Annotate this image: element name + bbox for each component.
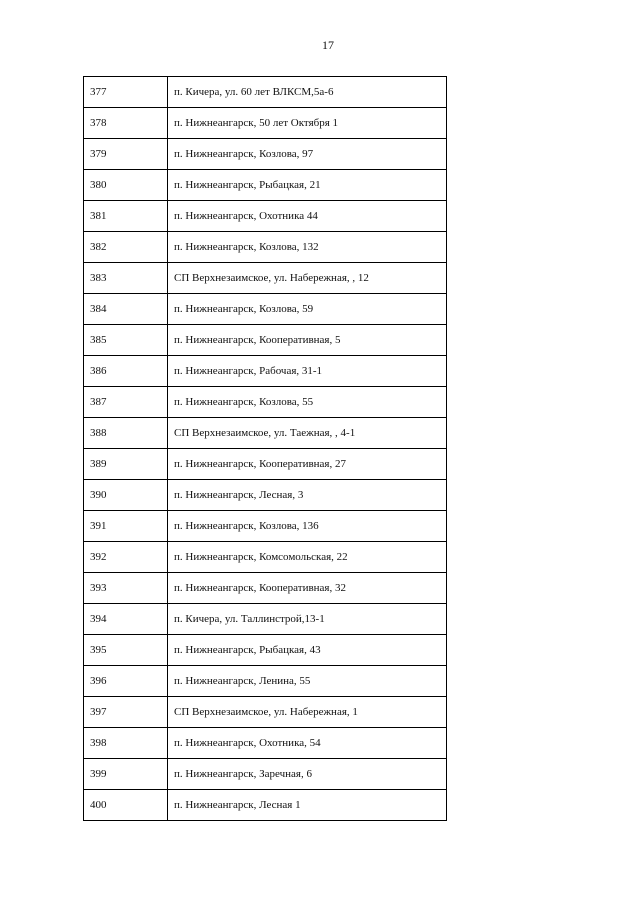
row-number-cell: 379 — [84, 139, 168, 170]
table-row — [84, 232, 447, 263]
table-row — [84, 139, 447, 170]
table-row — [84, 604, 447, 635]
address-cell: п. Кичера, ул. 60 лет ВЛКСМ,5а-6 — [168, 77, 447, 108]
row-number-cell: 382 — [84, 232, 168, 263]
address-cell: п. Нижнеангарск, Козлова, 59 — [168, 294, 447, 325]
address-cell: п. Нижнеангарск, Комсомольская, 22 — [168, 542, 447, 573]
address-cell: п. Нижнеангарск, Рабочая, 31-1 — [168, 356, 447, 387]
table-row — [84, 666, 447, 697]
address-table — [83, 76, 447, 821]
table-row — [84, 263, 447, 294]
table-row — [84, 356, 447, 387]
address-cell: п. Нижнеангарск, Рыбацкая, 43 — [168, 635, 447, 666]
row-number-cell: 386 — [84, 356, 168, 387]
row-number-cell: 393 — [84, 573, 168, 604]
table-row — [84, 759, 447, 790]
table-row — [84, 294, 447, 325]
address-cell: п. Нижнеангарск, Козлова, 97 — [168, 139, 447, 170]
address-cell: п. Нижнеангарск, Лесная, 3 — [168, 480, 447, 511]
address-cell: п. Нижнеангарск, Заречная, 6 — [168, 759, 447, 790]
address-cell: п. Нижнеангарск, Козлова, 55 — [168, 387, 447, 418]
address-table-body — [84, 77, 447, 821]
table-row — [84, 170, 447, 201]
table-row — [84, 728, 447, 759]
address-cell: п. Нижнеангарск, Рыбацкая, 21 — [168, 170, 447, 201]
table-row — [84, 418, 447, 449]
table-row — [84, 480, 447, 511]
row-number-cell: 400 — [84, 790, 168, 821]
row-number-cell: 396 — [84, 666, 168, 697]
table-row — [84, 108, 447, 139]
table-row — [84, 325, 447, 356]
row-number-cell: 381 — [84, 201, 168, 232]
address-cell: СП Верхнезаимское, ул. Набережная, 1 — [168, 697, 447, 728]
table-row — [84, 790, 447, 821]
address-cell: п. Нижнеангарск, Лесная 1 — [168, 790, 447, 821]
address-cell: СП Верхнезаимское, ул. Набережная, , 12 — [168, 263, 447, 294]
row-number-cell: 390 — [84, 480, 168, 511]
address-cell: п. Нижнеангарск, Козлова, 136 — [168, 511, 447, 542]
row-number-cell: 395 — [84, 635, 168, 666]
address-cell: п. Нижнеангарск, Охотника 44 — [168, 201, 447, 232]
address-cell: п. Нижнеангарск, Кооперативная, 5 — [168, 325, 447, 356]
address-cell: п. Нижнеангарск, 50 лет Октября 1 — [168, 108, 447, 139]
row-number-cell: 397 — [84, 697, 168, 728]
row-number-cell: 377 — [84, 77, 168, 108]
row-number-cell: 392 — [84, 542, 168, 573]
row-number-cell: 383 — [84, 263, 168, 294]
table-row — [84, 449, 447, 480]
row-number-cell: 398 — [84, 728, 168, 759]
table-row — [84, 387, 447, 418]
address-cell: СП Верхнезаимское, ул. Таежная, , 4-1 — [168, 418, 447, 449]
row-number-cell: 394 — [84, 604, 168, 635]
address-cell: п. Нижнеангарск, Кооперативная, 27 — [168, 449, 447, 480]
row-number-cell: 385 — [84, 325, 168, 356]
row-number-cell: 391 — [84, 511, 168, 542]
address-cell: п. Нижнеангарск, Кооперативная, 32 — [168, 573, 447, 604]
address-cell: п. Нижнеангарск, Охотника, 54 — [168, 728, 447, 759]
row-number-cell: 389 — [84, 449, 168, 480]
table-row — [84, 201, 447, 232]
table-row — [84, 573, 447, 604]
address-cell: п. Нижнеангарск, Козлова, 132 — [168, 232, 447, 263]
table-row — [84, 77, 447, 108]
row-number-cell: 387 — [84, 387, 168, 418]
page-number: 17 — [322, 38, 334, 52]
address-cell: п. Кичера, ул. Таллинстрой,13-1 — [168, 604, 447, 635]
table-row — [84, 635, 447, 666]
table-row — [84, 511, 447, 542]
table-row — [84, 697, 447, 728]
row-number-cell: 384 — [84, 294, 168, 325]
row-number-cell: 378 — [84, 108, 168, 139]
row-number-cell: 399 — [84, 759, 168, 790]
row-number-cell: 380 — [84, 170, 168, 201]
address-cell: п. Нижнеангарск, Ленина, 55 — [168, 666, 447, 697]
table-row — [84, 542, 447, 573]
row-number-cell: 388 — [84, 418, 168, 449]
